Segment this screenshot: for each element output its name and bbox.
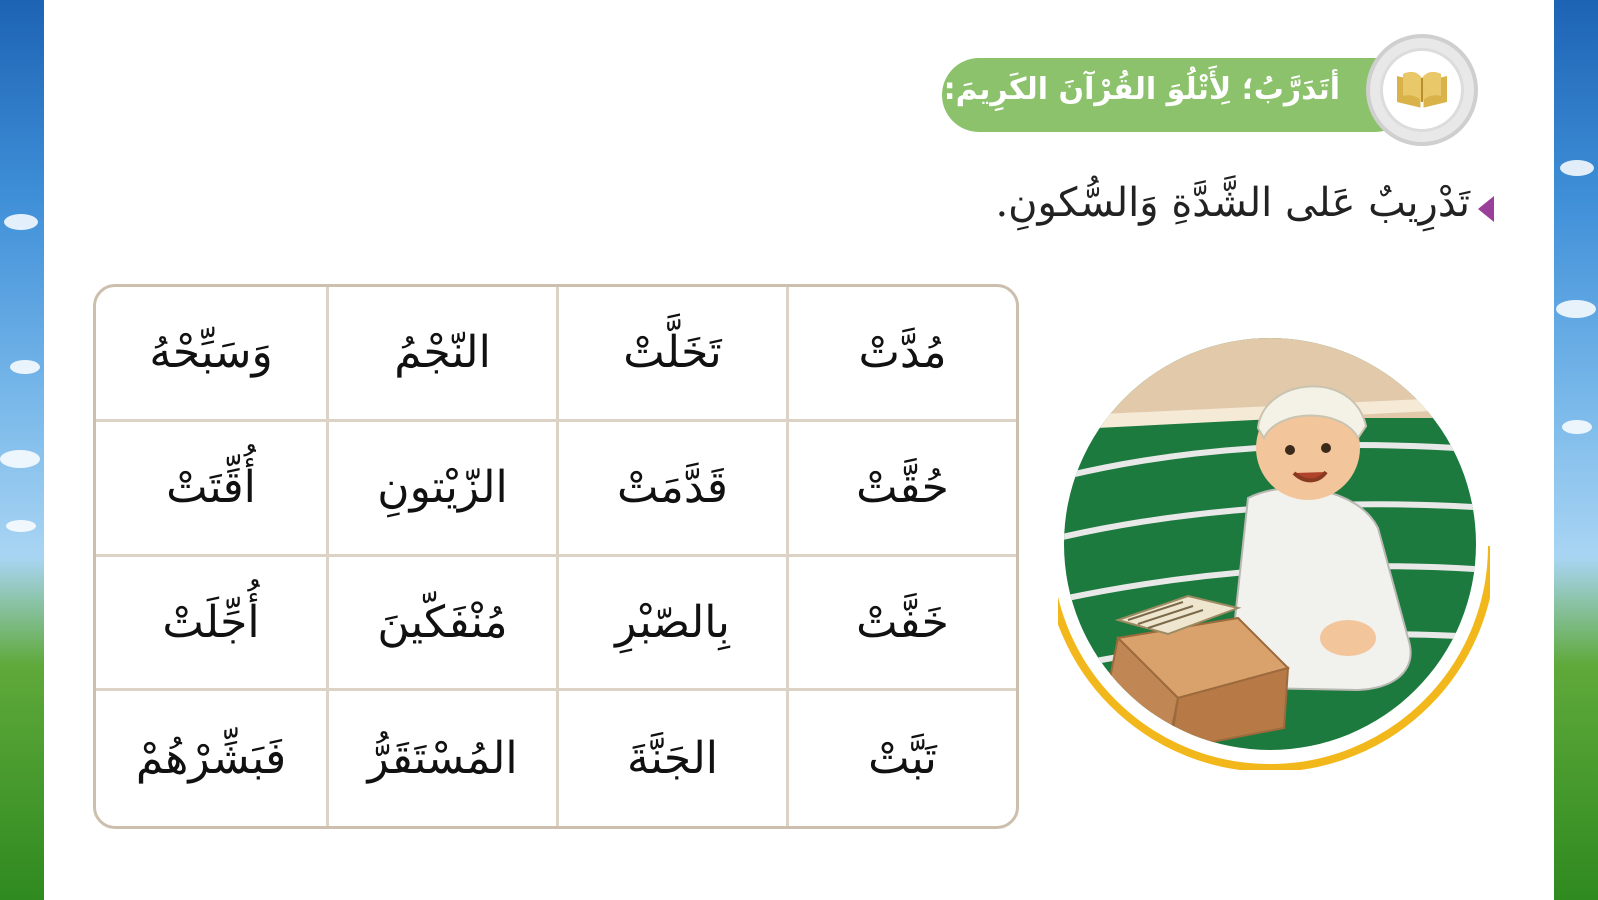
table-cell: مُدَّتْ [786,287,1016,422]
table-cell: الزّيْتونِ [326,422,556,557]
boy-reading-quran-illustration [1058,338,1490,770]
exercise-instruction: تَدْرِيبٌ عَلى الشَّدَّةِ وَالسُّكونِ. [995,180,1470,226]
section-title: أتَدَرَّبُ؛ لِأَتْلُوَ القُرْآنَ الكَرِيمَ: [943,72,1340,107]
book-badge [1366,34,1478,146]
table-cell: أُجِّلَتْ [96,557,326,692]
table-cell: مُنْفَكّينَ [326,557,556,692]
table-cell: حُقَّتْ [786,422,1016,557]
table-cell: فَبَشِّرْهُمْ [135,733,287,785]
table-cell: تَخَلَّتْ [556,287,786,422]
left-sky-border [0,0,44,900]
table-cell: النّجْمُ [326,287,556,422]
table-cell: قَدَّمَتْ [556,422,786,557]
table-cell: الجَنَّةَ [556,691,786,826]
table-cell: تَبَّتْ [786,691,1016,826]
word-practice-table [93,284,1019,829]
table-cell: وَسَبِّحْهُ [96,287,326,422]
table-cell: بِالصّبْرِ [556,557,786,692]
table-cell: المُسْتَقَرُّ [326,691,556,826]
right-sky-border [1554,0,1598,900]
table-cell: خَفَّتْ [786,557,1016,692]
triangle-bullet-icon [1478,196,1494,222]
book-icon [1393,66,1451,114]
table-cell: أُقِّتَتْ [96,422,326,557]
